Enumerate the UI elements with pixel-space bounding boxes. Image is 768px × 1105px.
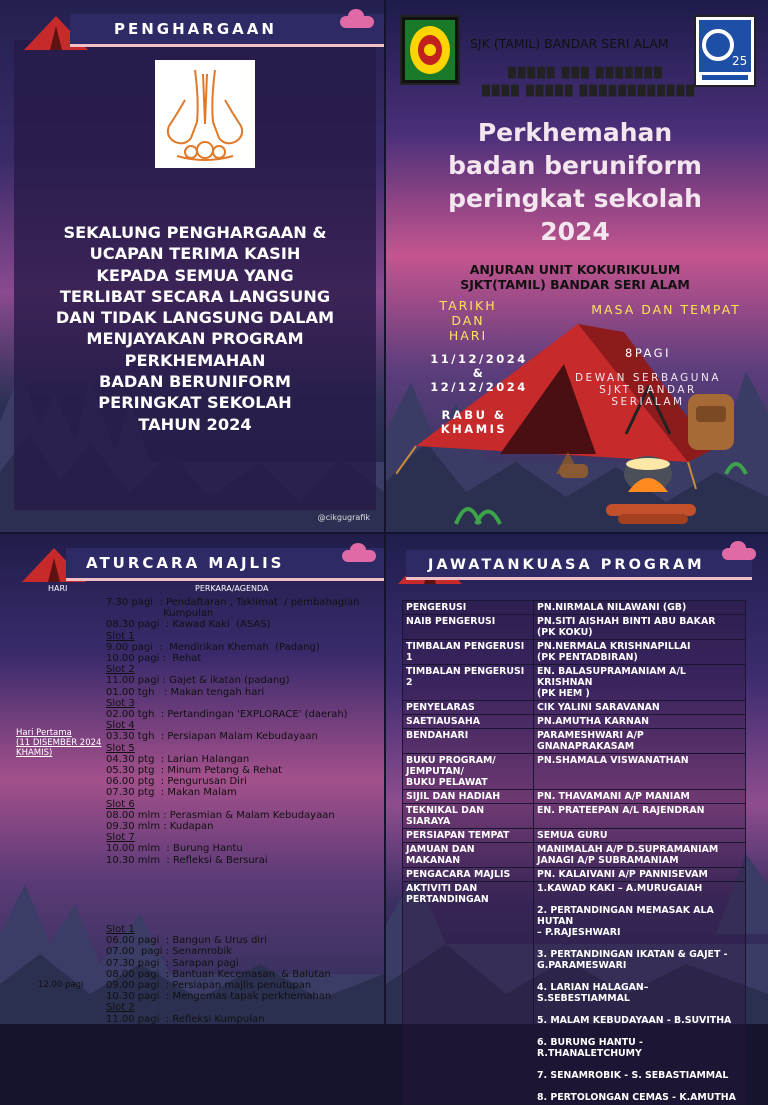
committee-member: PN.SHAMALA VISWANATHAN [534, 754, 746, 790]
agenda-item: 10.00 mlm : Burung Hantu [106, 843, 243, 855]
committee-role: BUKU PROGRAM/ JEMPUTAN/ BUKU PELAWAT [403, 754, 534, 790]
agenda-day-two [106, 924, 376, 1025]
committee-member: PN.NERMALA KRISHNAPILLAI (PK PENTADBIRAN) [534, 640, 746, 665]
committee-role: JAMUAN DAN MAKANAN [403, 843, 534, 868]
agenda-item: 9.00 pagi : Mendirikan Khemah (Padang) [106, 641, 320, 653]
agenda-item: 11.00 pagi : Refleksi Kumpulan [106, 1013, 265, 1025]
event-dates: 11/12/2024 & 12/12/2024 [430, 352, 528, 394]
committee-role: PENYELARAS [403, 701, 534, 715]
day-one-label: Hari Pertama (11 DISEMBER 2024 KHAMIS) [16, 728, 102, 758]
committee-member: CIK YALINI SARAVANAN [534, 701, 746, 715]
committee-member: MANIMALAH A/P D.SUPRAMANIAM JANAGI A/P SUBRAMANIAM [534, 843, 746, 868]
committee-row [403, 868, 746, 882]
agenda-slot-label: Slot 5 [106, 742, 135, 754]
agenda-item: 03.30 tgh : Persiapan Malam Kebudayaan [106, 731, 318, 743]
agenda-item: 09.00 pagi : Persiapan majlis penutupan [106, 980, 312, 992]
svg-text:25: 25 [732, 54, 748, 68]
committee-member: PN.NIRMALA NILAWANI (GB) [534, 601, 746, 615]
committee-row [403, 882, 746, 1105]
school-logo [400, 15, 460, 85]
committee-role: AKTIVITI DAN PERTANDINGAN [403, 882, 534, 1105]
praying-hands-icon [155, 60, 255, 168]
agenda-item: 08.30 pagi : Kawad Kaki (ASAS) [106, 619, 271, 631]
committee-role: PENGACARA MAJLIS [403, 868, 534, 882]
banner-aturcara: ATURCARA MAJLIS [66, 548, 384, 581]
committee-member: PN. THAVAMANI A/P MANIAM [534, 790, 746, 804]
cloud-icon [722, 548, 756, 560]
committee-row [403, 829, 746, 843]
tamil-line-2: ████ █████ ████████████ [482, 86, 696, 97]
agenda-slot-label: Slot 4 [106, 720, 135, 732]
committee-row [403, 615, 746, 640]
anniversary-logo [694, 15, 756, 87]
day-two-time: 12.00 pagi [38, 980, 84, 990]
agenda-item: 7.30 pagi : Pendaftaran , Taklimat / pembahagian [106, 597, 360, 608]
committee-member: PN. KALAIVANI A/P PANNISEVAM [534, 868, 746, 882]
committee-member: PARAMESHWARI A/P GNANAPRAKASAM [534, 729, 746, 754]
agenda-item: 09.30 mlm : Kudapan [106, 821, 214, 833]
committee-member: EN. PRATEEPAN A/L RAJENDRAN [534, 804, 746, 829]
banner-penghargaan: PENGHARGAAN [70, 14, 384, 47]
committee-role: PENGERUSI [403, 601, 534, 615]
agenda-slot-label: Slot 3 [106, 697, 135, 709]
date-label: TARIKH DAN HARI [439, 298, 497, 343]
committee-row [403, 729, 746, 754]
col-agenda-header: PERKARA/AGENDA [195, 584, 269, 593]
committee-role: SIJIL DAN HADIAH [403, 790, 534, 804]
agenda-slot-label: Slot 7 [106, 832, 135, 844]
committee-member: 1.KAWAD KAKI – A.MURUGAIAH 2. PERTANDINGAN MEMASAK ALA HUTAN – P.RAJESHWARI 3. PERTANDINGAN IKATAN & GAJET - G.PARAMESWARI 4. LARIAN HALAGAN– S.SEBESTIAMMAL 5. MALAM KEBUDAYAAN - B.SUVITHA 6. BURUNG HANTU - R.THANALETCHUMY 7. SENAMROBIK - S. SEBASTIAMMAL 8. PERTOLONGAN CEMAS - K.AMUTHA [534, 882, 746, 1105]
committee-member: PN.AMUTHA KARNAN [534, 715, 746, 729]
agenda-item: 07.30 pagi : Sarapan pagi [106, 957, 239, 969]
committee-role: TIMBALAN PENGERUSI 1 [403, 640, 534, 665]
committee-role: NAIB PENGERUSI [403, 615, 534, 640]
appreciation-panel [0, 0, 384, 532]
committee-role: PERSIAPAN TEMPAT [403, 829, 534, 843]
agenda-item: 04.30 ptg : Larian Halangan [106, 753, 250, 765]
organizer: ANJURAN UNIT KOKURIKULUM SJKT(TAMIL) BANDAR SERI ALAM [460, 262, 690, 292]
agenda-item: 02.00 tgh : Pertandingan 'EXPLORACE' (daerah) [106, 709, 348, 721]
banner-jawatankuasa: JAWATANKUASA PROGRAM [406, 550, 752, 580]
committee-role: SAETIAUSAHA [403, 715, 534, 729]
agenda-item: 07.00 pagi : Senamrobik [106, 946, 232, 958]
agenda-item: 10.30 mlm : Refleksi & Bersurai [106, 854, 268, 866]
committee-row [403, 843, 746, 868]
committee-row [403, 665, 746, 701]
agenda-slot-label: Slot 6 [106, 798, 135, 810]
event-days: RABU & KHAMIS [440, 408, 508, 436]
agenda-item: 01.00 tgh : Makan tengah hari [106, 686, 265, 698]
place-label: MASA DAN TEMPAT [591, 302, 741, 317]
committee-row [403, 701, 746, 715]
agenda-slot-label: Slot 1 [106, 924, 135, 935]
event-venue: DEWAN SERBAGUNA SJKT BANDAR SERIALAM [574, 372, 722, 408]
committee-member: EN. BALASUPRAMANIAM A/L KRISHNAN (PK HEM ) [534, 665, 746, 701]
committee-member: SEMUA GURU [534, 829, 746, 843]
committee-member: PN.SITI AISHAH BINTI ABU BAKAR (PK KOKU) [534, 615, 746, 640]
agenda-item: 05.30 ptg : Minum Petang & Rehat [106, 765, 283, 777]
credit-text: @cikgugrafik [317, 513, 370, 522]
committee-role: TEKNIKAL DAN SIARAYA [403, 804, 534, 829]
committee-table [402, 600, 746, 1105]
committee-row [403, 715, 746, 729]
cloud-icon [342, 550, 376, 562]
cloud-icon [340, 16, 374, 28]
committee-row [403, 790, 746, 804]
appreciation-message: SEKALUNG PENGHARGAAN & UCAPAN TERIMA KASIH KEPADA SEMUA YANG TERLIBAT SECARA LANGSUNG DAN TIDAK LANGSUNG DALAM MENJAYAKAN PROGRAM PERKHEMAHAN BADAN BERUNIFORM PERINGKAT SEKOLAH TAHUN 2024 [55, 223, 335, 434]
agenda-item: 06.00 ptg : Pengurusan Diri [106, 776, 247, 788]
agenda-slot-label: Slot 2 [106, 664, 135, 676]
agenda-item: Kumpulan [106, 608, 214, 620]
committee-row [403, 804, 746, 829]
tamil-line-1: █████ ███ ███████ [508, 68, 664, 79]
agenda-item: 10.00 pagi : Rehat [106, 653, 202, 665]
school-name: SJK (TAMIL) BANDAR SERI ALAM [470, 36, 669, 51]
agenda-item: 10.30 pagi : Mengemas tapak perkhemahan [106, 991, 332, 1003]
agenda-item: 08.00 mlm : Perasmian & Malam Kebudayaan [106, 809, 335, 821]
event-time: 8PAGI [625, 346, 671, 360]
committee-row [403, 640, 746, 665]
committee-role: TIMBALAN PENGERUSI 2 [403, 665, 534, 701]
col-day-header: HARI [48, 584, 68, 593]
committee-row [403, 754, 746, 790]
agenda-item: 11.00 pagi : Gajet & ikatan (padang) [106, 675, 290, 687]
agenda-item: 08.00 pagi : Bantuan Kecemasan & Balutan [106, 968, 331, 980]
agenda-slot-label: Slot 1 [106, 630, 135, 642]
agenda-slot-label: Slot 2 [106, 1002, 135, 1014]
committee-row [403, 601, 746, 615]
agenda-item: 06.00 pagi : Bangun & Urus diri [106, 935, 267, 947]
event-title: Perkhemahan badan beruniform peringkat sekolah 2024 [448, 118, 702, 246]
agenda-day-one [106, 597, 376, 866]
agenda-item: 07.30 ptg : Makan Malam [106, 787, 237, 799]
committee-role: BENDAHARI [403, 729, 534, 754]
